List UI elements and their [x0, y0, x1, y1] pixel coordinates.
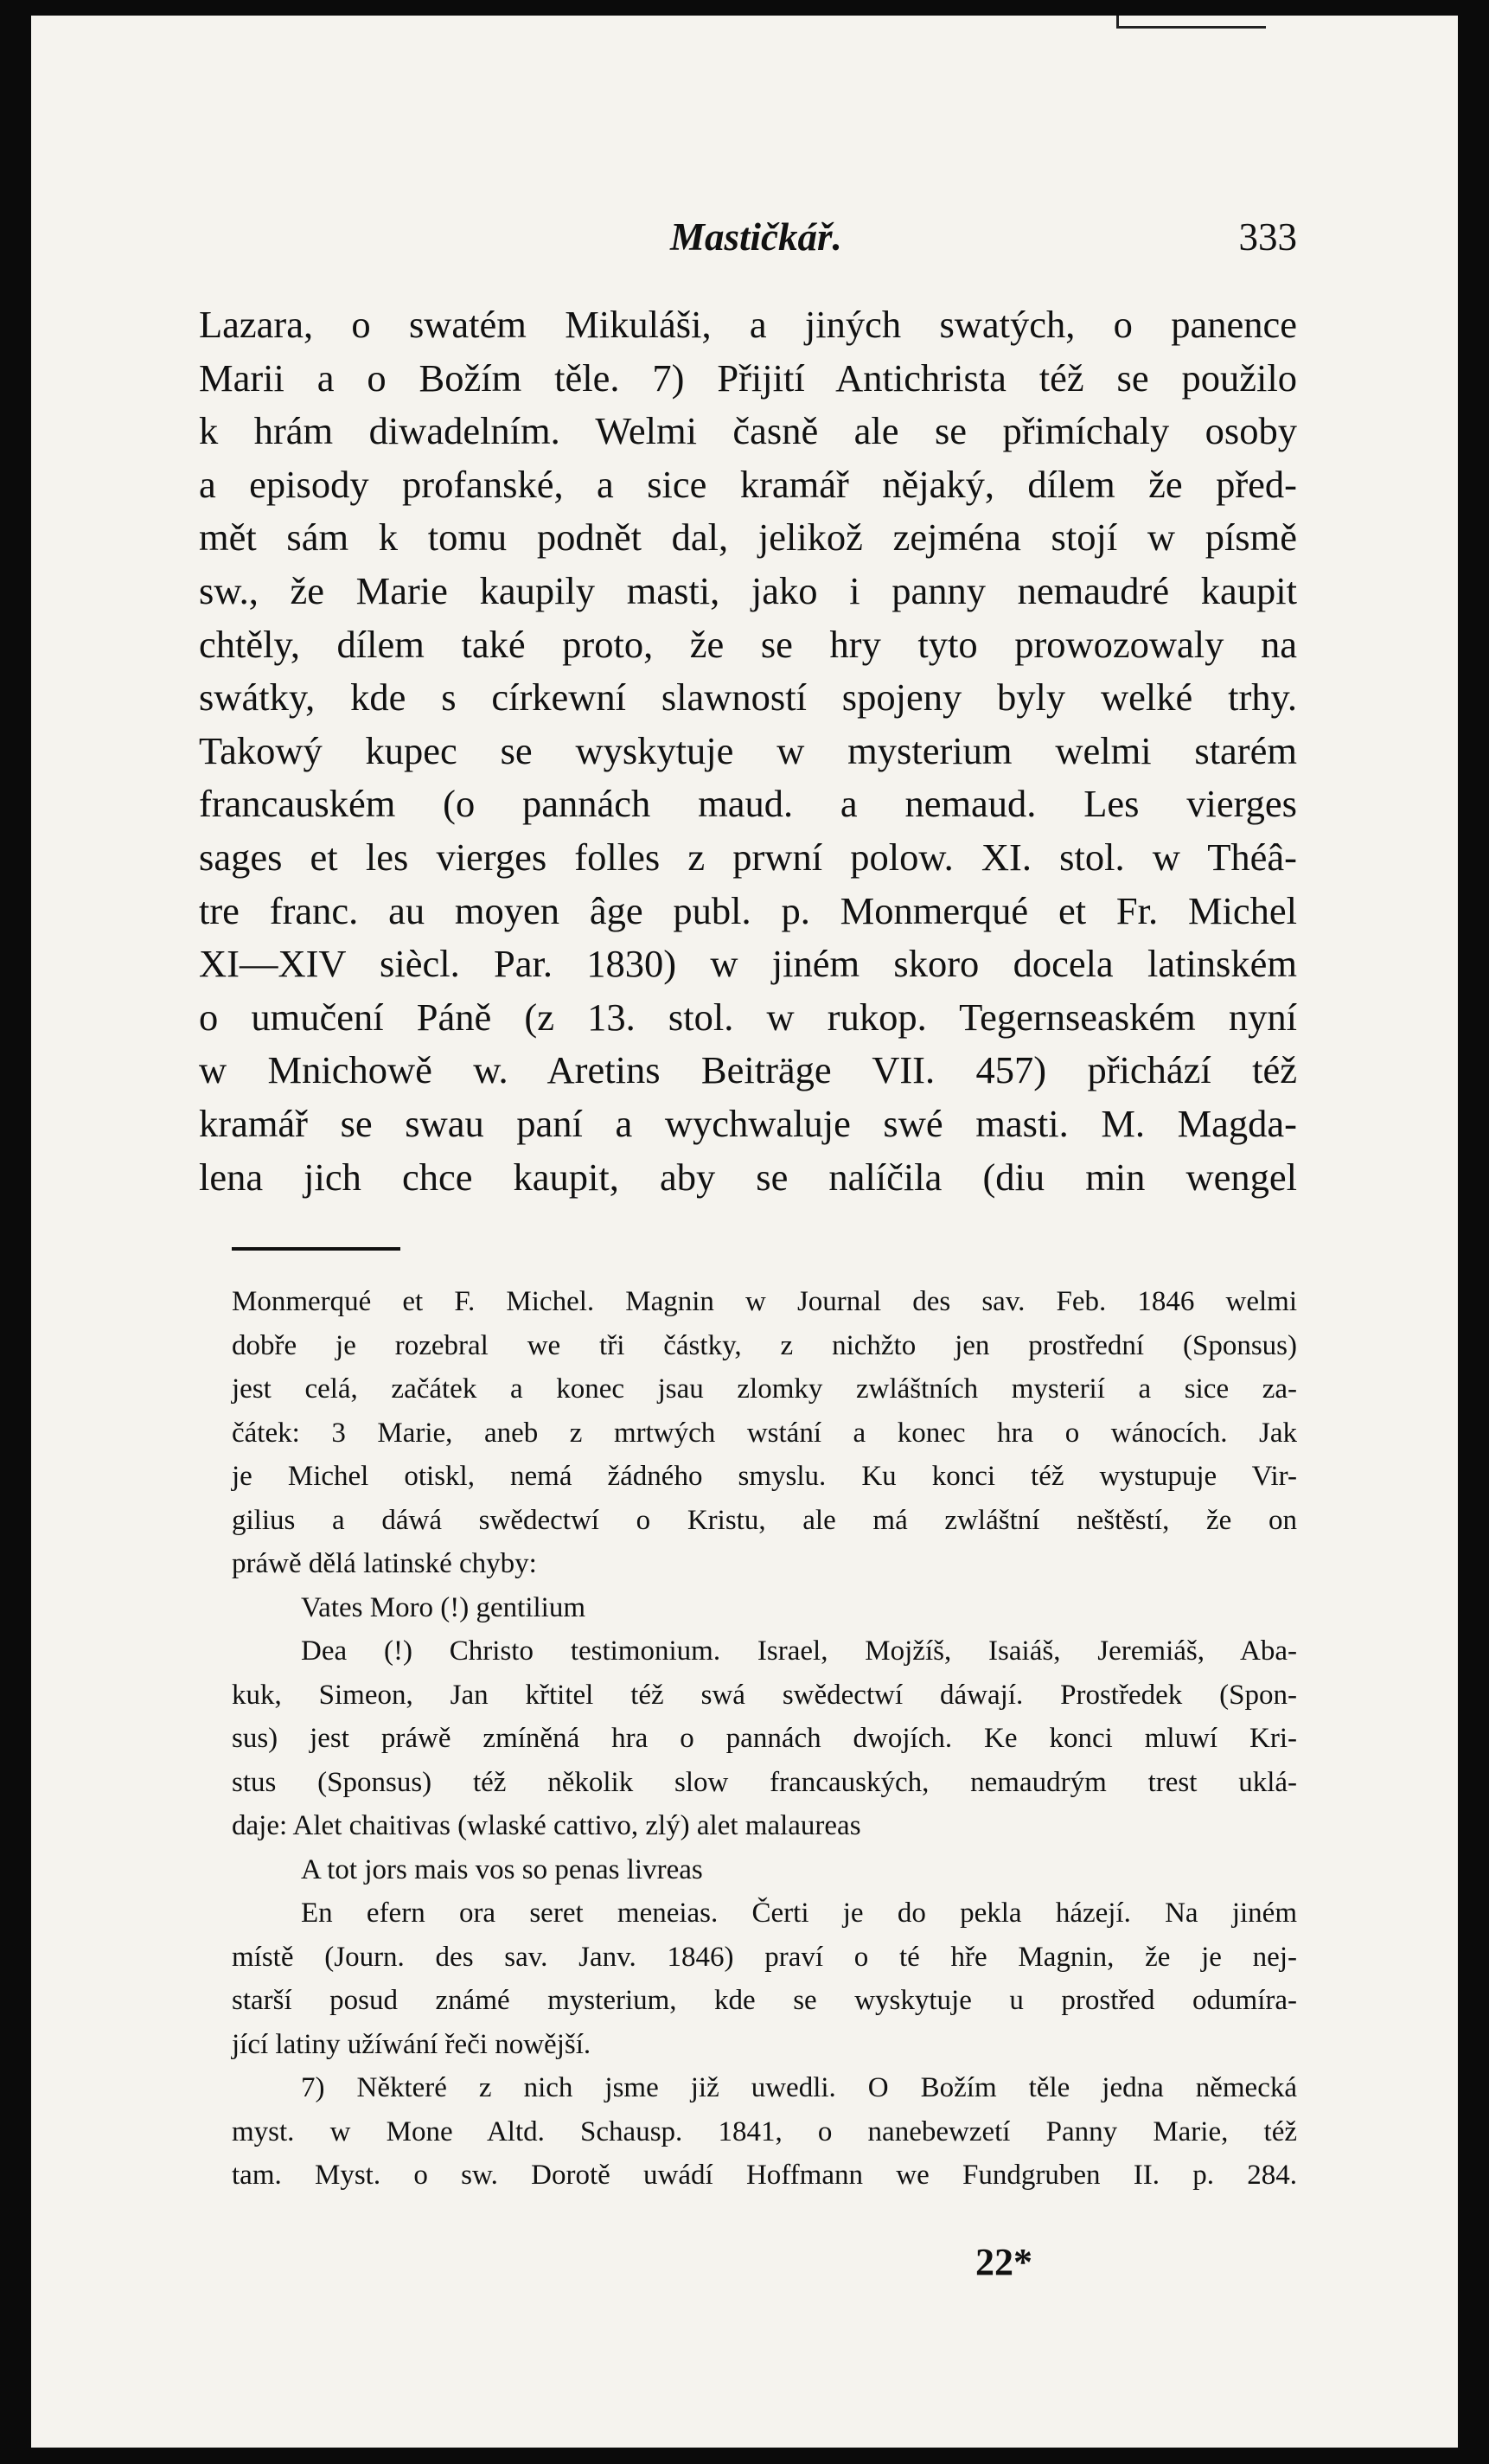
- text-line: sw., že Marie kaupily masti, jako i panny nemaudré kaupit: [199, 568, 1297, 612]
- text-line: o umučení Páně (z 13. stol. w rukop. Tegernseaském nyní: [199, 995, 1297, 1039]
- text-line: w Mnichowě w. Aretins Beiträge VII. 457) přichází též: [199, 1048, 1297, 1092]
- text-line: swátky, kde s církewní slawností spojeny byly welké trhy.: [199, 675, 1297, 720]
- page-number: 333: [1238, 215, 1297, 259]
- footnote-line: A tot jors mais vos so penas livreas: [301, 1853, 703, 1885]
- footnote-line: jící latiny užíwání řeči nowější.: [232, 2028, 591, 2060]
- page-header: [199, 214, 1297, 266]
- footnote-line: místě (Journ. des sav. Janv. 1846) praví o té hře Magnin, že je nej-: [232, 1941, 1297, 1973]
- text-line: Takowý kupec se wyskytuje w mysterium welmi starém: [199, 728, 1297, 772]
- text-line: mět sám k tomu podnět dal, jelikož zejména stojí w písmě: [199, 515, 1297, 560]
- footnote-line: Dea (!) Christo testimonium. Israel, Mojžíš, Isaiáš, Jeremiáš, Aba-: [301, 1635, 1297, 1667]
- footnote-line: jest celá, začátek a konec jsau zlomky zwláštních mysterií a sice za-: [232, 1373, 1297, 1405]
- footnote-line: Vates Moro (!) gentilium: [301, 1591, 586, 1623]
- signature-mark: 22*: [975, 2241, 1032, 2283]
- footnote-line: En efern ora seret meneias. Čerti je do pekla házejí. Na jiném: [301, 1898, 1297, 1929]
- text-line: sages et les vierges folles z prwní polow. XI. stol. w Théâ-: [199, 835, 1297, 879]
- footnote-line: stus (Sponsus) též několik slow francauských, nemaudrým trest uklá-: [232, 1766, 1297, 1798]
- text-line: XI—XIV siècl. Par. 1830) w jiném skoro docela latinském: [199, 942, 1297, 986]
- scan-edge-mark: [1116, 16, 1266, 29]
- footnote-line: tam. Myst. o sw. Dorotě uwádí Hoffmann we Fundgruben II. p. 284.: [232, 2160, 1297, 2191]
- footnotes: [232, 1280, 1297, 2198]
- text-line: francauském (o pannách maud. a nemaud. Les vierges: [199, 782, 1297, 826]
- main-text: [199, 298, 1297, 1204]
- running-title: Mastičkář.: [670, 215, 842, 259]
- footnote-line: daje: Alet chaitivas (wlaské cattivo, zlý) alet malaureas: [232, 1810, 861, 1841]
- text-line: kramář se swau paní a wychwaluje swé masti. M. Magda-: [199, 1101, 1297, 1145]
- footnote-line: myst. w Mone Altd. Schausp. 1841, o nanebewzetí Panny Marie, též: [232, 2115, 1297, 2147]
- text-line: lena jich chce kaupit, aby se nalíčila (diu min wengel: [199, 1155, 1297, 1199]
- footnote-line: čátek: 3 Marie, aneb z mrtwých wstání a konec hra o wánocích. Jak: [232, 1417, 1297, 1449]
- text-line: tre franc. au moyen âge publ. p. Monmerqué et Fr. Michel: [199, 888, 1297, 932]
- footnote-line: dobře je rozebral we tři částky, z nichžto jen prostřední (Sponsus): [232, 1329, 1297, 1361]
- text-line: Lazara, o swatém Mikuláši, a jiných swatých, o panence: [199, 303, 1297, 346]
- footnote-line: sus) jest práwě zmíněná hra o pannách dwojích. Ke konci mluwí Kri-: [232, 1723, 1297, 1754]
- footnote-line: starší posud známé mysterium, kde se wyskytuje u prostřed odumíra-: [232, 1985, 1297, 2016]
- footnote-line: je Michel otiskl, nemá žádného smyslu. Ku konci též wystupuje Vir-: [232, 1461, 1297, 1492]
- text-line: k hrám diwadelním. Welmi časně ale se přimíchaly osoby: [199, 409, 1297, 453]
- footnote-line: 7) Některé z nich jsme již uwedli. O Božím těle jedna německá: [301, 2072, 1297, 2103]
- footnote-rule: [232, 1247, 400, 1251]
- text-line: chtěly, dílem také proto, že se hry tyto prowozowaly na: [199, 622, 1297, 666]
- footnote-line: práwě dělá latinské chyby:: [232, 1548, 537, 1579]
- footnote-line: Monmerqué et F. Michel. Magnin w Journal des sav. Feb. 1846 welmi: [232, 1286, 1297, 1317]
- text-line: a episody profanské, a sice kramář nějaký, dílem že před-: [199, 462, 1297, 506]
- footnote-line: kuk, Simeon, Jan křtitel též swá swědectwí dáwají. Prostředek (Spon-: [232, 1679, 1297, 1711]
- text-line: Marii a o Božím těle. 7) Přijití Antichrista též se použilo: [199, 355, 1297, 400]
- footnote-line: gilius a dáwá swědectwí o Kristu, ale má zwláštní neštěstí, že on: [232, 1504, 1297, 1536]
